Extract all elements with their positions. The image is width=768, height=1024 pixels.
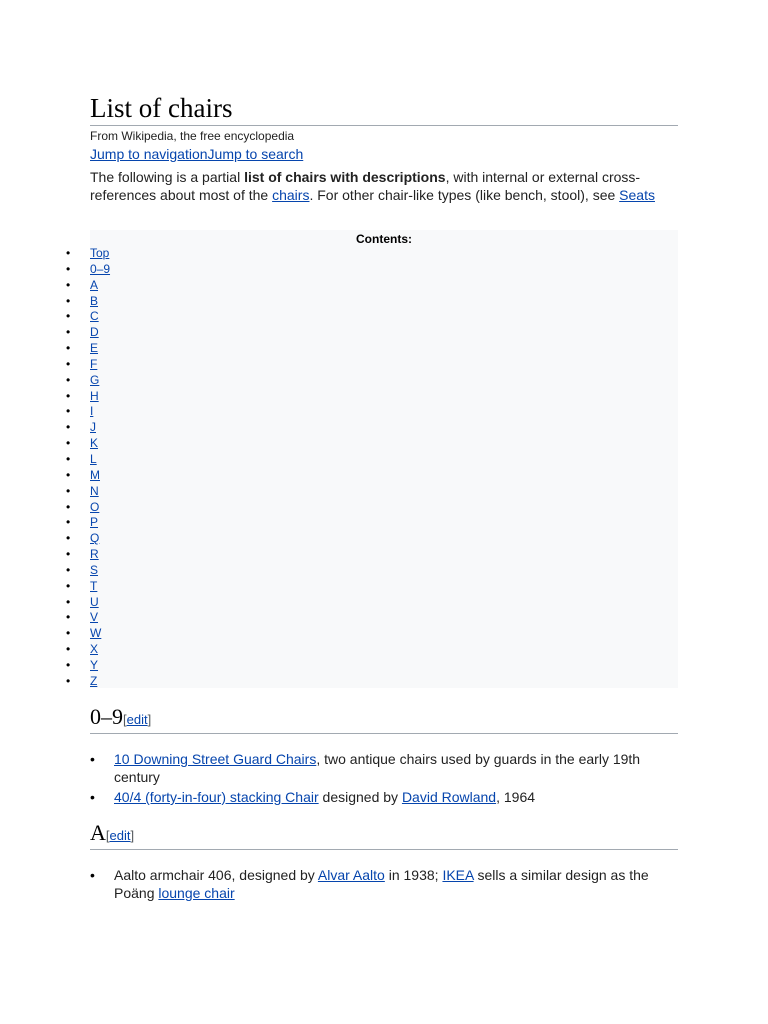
ikea-link[interactable]: IKEA xyxy=(442,867,474,883)
bullet-icon: • xyxy=(66,483,71,498)
toc-link[interactable]: C xyxy=(90,309,99,324)
edit-bracket-open: [ xyxy=(105,828,110,843)
bullet-icon: • xyxy=(66,657,71,672)
toc-item xyxy=(66,325,678,341)
toc-link[interactable]: G xyxy=(90,372,100,387)
toc-item xyxy=(66,467,678,484)
edit-section xyxy=(106,828,134,843)
toc-link[interactable]: L xyxy=(90,451,97,466)
bullet-icon: • xyxy=(66,309,71,324)
toc-link[interactable]: D xyxy=(90,325,99,340)
bullet-icon: • xyxy=(66,515,71,530)
bullet-icon: • xyxy=(66,261,71,276)
toc-item xyxy=(66,246,678,262)
toc-link[interactable]: Q xyxy=(90,531,100,546)
bullet-icon: • xyxy=(66,325,71,340)
list-item xyxy=(90,866,678,902)
list-item xyxy=(90,750,678,786)
jump-to-navigation-link[interactable]: Jump to navigation xyxy=(90,146,208,162)
toc-item xyxy=(66,547,678,563)
toc-item xyxy=(66,388,678,405)
toc-link[interactable]: Z xyxy=(90,673,98,688)
article xyxy=(66,92,678,901)
list-item xyxy=(90,788,678,806)
toc-item xyxy=(66,578,678,595)
intro-text-1: The following is a partial xyxy=(90,169,245,185)
toc-link[interactable]: Top xyxy=(90,246,110,260)
toc-item xyxy=(66,657,678,674)
bullet-icon: • xyxy=(66,673,71,688)
stacking-chair-link[interactable]: 40/4 (forty-in-four) stacking Chair xyxy=(114,789,319,805)
entry-text: designed by xyxy=(318,789,402,805)
toc-item xyxy=(66,562,678,579)
table-of-contents xyxy=(66,230,678,688)
toc-item xyxy=(66,451,678,468)
edit-link-0-9[interactable]: edit xyxy=(126,712,148,727)
lounge-chair-link[interactable]: lounge chair xyxy=(158,885,235,901)
alvar-aalto-link[interactable]: Alvar Aalto xyxy=(317,867,385,883)
section-heading-a xyxy=(90,820,678,850)
entry-text: in 1938; xyxy=(384,867,443,883)
toc-item xyxy=(66,293,678,310)
toc-item xyxy=(66,309,678,325)
bullet-icon: • xyxy=(66,356,71,371)
edit-link-a[interactable]: edit xyxy=(109,828,131,843)
intro-bold: list of chairs with descriptions xyxy=(244,169,446,185)
toc-item xyxy=(66,642,678,658)
edit-bracket-close: ] xyxy=(130,828,135,843)
toc-link[interactable]: V xyxy=(90,610,99,625)
toc-link[interactable]: N xyxy=(90,483,99,498)
bullet-icon: • xyxy=(66,578,71,593)
toc-link[interactable]: O xyxy=(90,499,100,514)
toc-item xyxy=(66,404,678,420)
edit-bracket-close: ] xyxy=(147,712,152,727)
toc-item xyxy=(66,420,678,436)
jump-links xyxy=(90,146,678,163)
toc-item xyxy=(66,341,678,357)
toc-item xyxy=(66,531,678,547)
toc-link[interactable]: Y xyxy=(90,657,99,672)
bullet-icon: • xyxy=(66,420,71,435)
bullet-icon: • xyxy=(66,451,71,466)
bullet-icon: • xyxy=(66,372,71,387)
toc-item xyxy=(66,499,678,516)
bullet-icon: • xyxy=(66,436,71,451)
intro-text-3: . For other chair-like types (like bench, stool), see xyxy=(309,187,620,203)
toc-link[interactable]: H xyxy=(90,388,99,403)
bullet-icon: • xyxy=(66,531,71,546)
toc-link[interactable]: M xyxy=(90,467,100,482)
edit-section xyxy=(123,712,151,727)
toc-link[interactable]: W xyxy=(90,626,102,641)
toc-item xyxy=(66,483,678,500)
page-title: List of chairs xyxy=(90,92,678,126)
toc-item xyxy=(66,594,678,611)
downing-street-chairs-link[interactable]: 10 Downing Street Guard Chairs xyxy=(114,751,317,767)
toc-link[interactable]: K xyxy=(90,436,99,451)
toc-item xyxy=(66,673,678,690)
section-heading-0-9 xyxy=(90,704,678,734)
david-rowland-link[interactable]: David Rowland xyxy=(401,789,497,805)
intro-text-2: , with internal or external cross-references about most of the xyxy=(90,169,641,203)
entries-a xyxy=(90,866,678,904)
toc-link[interactable]: B xyxy=(90,293,99,308)
intro-paragraph xyxy=(90,168,678,204)
toc-link[interactable]: I xyxy=(90,404,94,419)
bullet-icon: • xyxy=(90,789,95,805)
bullet-icon: • xyxy=(66,499,71,514)
toc-link[interactable]: X xyxy=(90,642,99,657)
toc-link[interactable]: T xyxy=(90,578,98,593)
entries-0-9 xyxy=(90,750,678,808)
seats-link[interactable]: Seats xyxy=(619,187,655,203)
bullet-icon: • xyxy=(90,867,95,883)
toc-item xyxy=(66,356,678,373)
bullet-icon: • xyxy=(66,610,71,625)
toc-link[interactable]: A xyxy=(90,277,99,292)
bullet-icon: • xyxy=(66,594,71,609)
bullet-icon: • xyxy=(90,751,95,767)
section-title: A xyxy=(90,820,106,845)
toc-link[interactable]: 0–9 xyxy=(90,261,111,276)
toc-title: Contents: xyxy=(356,232,412,246)
entry-text: , two antique chairs used by guards in the early 19th century xyxy=(114,751,641,785)
bullet-icon: • xyxy=(66,246,71,260)
bullet-icon: • xyxy=(66,626,71,641)
toc-item xyxy=(66,277,678,294)
section-title: 0–9 xyxy=(90,704,123,729)
toc-item xyxy=(66,261,678,278)
bullet-icon: • xyxy=(66,293,71,308)
bullet-icon: • xyxy=(66,388,71,403)
toc-item xyxy=(66,372,678,389)
jump-to-search-link[interactable]: Jump to search xyxy=(207,146,304,162)
entry-text: Aalto armchair 406, designed by xyxy=(114,867,318,883)
edit-bracket-open: [ xyxy=(123,712,127,727)
toc-link[interactable]: P xyxy=(90,515,99,530)
bullet-icon: • xyxy=(66,404,71,419)
toc-item xyxy=(66,626,678,642)
toc-item xyxy=(66,610,678,626)
toc-link[interactable]: S xyxy=(90,562,99,577)
toc-link[interactable]: R xyxy=(90,547,99,562)
bullet-icon: • xyxy=(66,642,71,657)
toc-link[interactable]: J xyxy=(90,420,96,435)
toc-item xyxy=(66,436,678,452)
bullet-icon: • xyxy=(66,277,71,292)
toc-item xyxy=(66,515,678,531)
bullet-icon: • xyxy=(66,467,71,482)
site-subtitle: From Wikipedia, the free encyclopedia xyxy=(90,129,295,143)
toc-link[interactable]: F xyxy=(90,356,98,371)
toc-list xyxy=(66,246,678,690)
entry-text: sells a similar design as the Poäng xyxy=(114,867,649,901)
bullet-icon: • xyxy=(66,341,71,356)
entry-text: , 1964 xyxy=(496,789,536,805)
bullet-icon: • xyxy=(66,562,71,577)
toc-link[interactable]: E xyxy=(90,341,99,356)
toc-link[interactable]: U xyxy=(90,594,99,609)
bullet-icon: • xyxy=(66,547,71,562)
chairs-link[interactable]: chairs xyxy=(272,187,310,203)
